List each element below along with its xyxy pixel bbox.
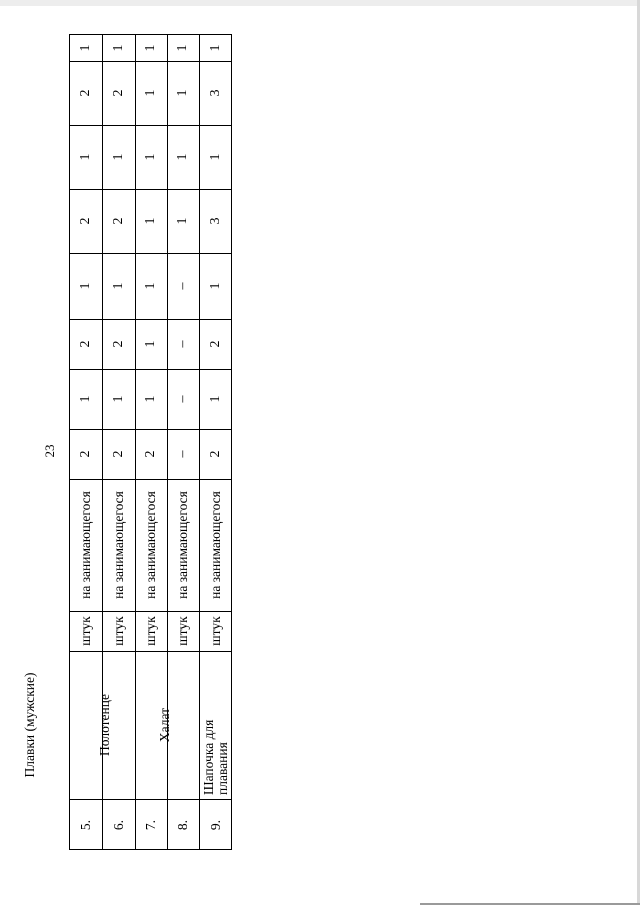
cell-text: штук bbox=[78, 616, 93, 646]
table-cell-value bbox=[102, 61, 135, 125]
table-cell-value bbox=[70, 35, 102, 61]
cell-text: 1 bbox=[78, 282, 93, 290]
cell-text: на занимающегося bbox=[208, 491, 223, 599]
cell-text: 1 bbox=[143, 217, 158, 225]
cell-text: 2 bbox=[110, 450, 126, 458]
cell-text: 1 bbox=[110, 282, 126, 290]
table-cell-value bbox=[135, 253, 167, 319]
cell-text: 1 bbox=[143, 44, 158, 52]
cell-text-line: плавания bbox=[215, 742, 230, 795]
cell-text: 1 bbox=[175, 44, 190, 52]
table-cell-value bbox=[135, 35, 167, 61]
cell-text: 1 bbox=[110, 44, 126, 52]
cell-text: 2 bbox=[78, 89, 93, 97]
cell-text: 1 bbox=[175, 89, 190, 97]
table-cell-value bbox=[199, 369, 233, 429]
table-cell-value bbox=[199, 125, 233, 189]
cell-text: на занимающегося bbox=[143, 491, 158, 599]
cell-text: 1 bbox=[143, 153, 158, 161]
cell-text: 2 bbox=[208, 450, 223, 458]
table-cell-number bbox=[135, 799, 167, 851]
table-cell-value bbox=[135, 61, 167, 125]
cell-text: 1 bbox=[175, 153, 190, 161]
table-cell-unit bbox=[167, 611, 199, 651]
cell-text: 1 bbox=[143, 282, 158, 290]
cell-text: на занимающегося bbox=[78, 491, 93, 599]
cell-text: Халат bbox=[156, 707, 172, 743]
table-cell-value bbox=[70, 319, 102, 369]
table-cell-value bbox=[167, 319, 199, 369]
table-cell-value bbox=[102, 319, 135, 369]
table-cell-number bbox=[102, 799, 135, 851]
cell-text bbox=[202, 655, 230, 795]
table-cell-value bbox=[70, 369, 102, 429]
cell-text: 1 bbox=[208, 44, 223, 52]
cell-text-line: Шапочка для bbox=[201, 719, 216, 795]
cell-text: штук bbox=[110, 616, 126, 646]
table-cell-value bbox=[135, 319, 167, 369]
table-cell-per bbox=[135, 479, 167, 611]
scan-edge-top bbox=[0, 0, 640, 6]
table-cell-per bbox=[199, 479, 233, 611]
cell-text: 1 bbox=[110, 395, 126, 403]
page-number: 23 bbox=[42, 444, 57, 458]
table-cell-value bbox=[199, 35, 233, 61]
cell-text: 7. bbox=[143, 819, 158, 831]
table-cell-name bbox=[199, 651, 233, 799]
cell-text: – bbox=[175, 450, 190, 458]
table-cell-per bbox=[70, 479, 102, 611]
table-cell-per bbox=[102, 479, 135, 611]
cell-text: 2 bbox=[143, 450, 158, 458]
table-cell-value bbox=[70, 61, 102, 125]
cell-text: – bbox=[175, 282, 190, 290]
cell-text: 1 bbox=[110, 153, 126, 161]
table-cell-value bbox=[102, 369, 135, 429]
cell-text: 1 bbox=[143, 395, 158, 403]
cell-text: 9. bbox=[208, 819, 223, 831]
cell-text: 1 bbox=[208, 153, 223, 161]
cell-text: – bbox=[175, 340, 190, 348]
cell-text: 2 bbox=[208, 340, 223, 348]
cell-text: 2 bbox=[78, 340, 93, 348]
cell-text: 5. bbox=[78, 819, 93, 831]
table-cell-value bbox=[70, 125, 102, 189]
table-cell-value bbox=[199, 61, 233, 125]
cell-text: Полотенце bbox=[97, 694, 113, 756]
table-cell-value bbox=[102, 253, 135, 319]
cell-text: 1 bbox=[175, 217, 190, 225]
table-cell-value bbox=[167, 61, 199, 125]
cell-text: 2 bbox=[110, 217, 126, 225]
cell-text: 2 bbox=[78, 450, 93, 458]
table-cell-value bbox=[135, 429, 167, 479]
table-cell-value bbox=[167, 125, 199, 189]
cell-text: 3 bbox=[208, 89, 223, 97]
cell-text: Плавки (мужские) bbox=[22, 672, 38, 778]
table-cell-value bbox=[167, 189, 199, 253]
table-cell-value bbox=[70, 189, 102, 253]
cell-text: 1 bbox=[143, 89, 158, 97]
table-cell-number bbox=[199, 799, 233, 851]
table-cell-value bbox=[167, 369, 199, 429]
table-cell-unit bbox=[135, 611, 167, 651]
cell-text: 6. bbox=[110, 819, 126, 831]
table-cell-number bbox=[70, 799, 102, 851]
cell-text: 1 bbox=[78, 153, 93, 161]
table-cell-value bbox=[102, 429, 135, 479]
table-cell-value bbox=[167, 35, 199, 61]
table-cell-unit bbox=[199, 611, 233, 651]
cell-text: 2 bbox=[78, 217, 93, 225]
cell-text: 1 bbox=[143, 340, 158, 348]
table-cell-name bbox=[156, 651, 199, 799]
cell-text: штук bbox=[208, 616, 223, 646]
cell-text: 1 bbox=[78, 395, 93, 403]
table-cell-value bbox=[199, 253, 233, 319]
cell-text: 8. bbox=[175, 819, 190, 831]
table-cell-per bbox=[167, 479, 199, 611]
table-cell-value bbox=[70, 429, 102, 479]
table-cell-value bbox=[135, 189, 167, 253]
table-cell-unit bbox=[102, 611, 135, 651]
table-cell-value bbox=[199, 319, 233, 369]
table-cell-value bbox=[102, 189, 135, 253]
table-cell-value bbox=[167, 429, 199, 479]
table-cell-value bbox=[199, 189, 233, 253]
table-cell-value bbox=[102, 125, 135, 189]
cell-text: штук bbox=[143, 616, 158, 646]
cell-text: 3 bbox=[208, 217, 223, 225]
table-cell-value bbox=[70, 253, 102, 319]
table-cell-value bbox=[135, 369, 167, 429]
table-cell-value bbox=[135, 125, 167, 189]
cell-text: – bbox=[175, 395, 190, 403]
table-cell-value bbox=[199, 429, 233, 479]
cell-text: 1 bbox=[78, 44, 93, 52]
cell-text: на занимающегося bbox=[175, 491, 190, 599]
table-cell-value bbox=[167, 253, 199, 319]
table-cell-unit bbox=[70, 611, 102, 651]
cell-text: 1 bbox=[208, 282, 223, 290]
cell-text: на занимающегося bbox=[110, 491, 126, 599]
cell-text: штук bbox=[175, 616, 190, 646]
cell-text: 2 bbox=[110, 340, 126, 348]
cell-text: 2 bbox=[110, 89, 126, 97]
cell-text: 1 bbox=[208, 395, 223, 403]
table-cell-number bbox=[167, 799, 199, 851]
table-cell-value bbox=[102, 35, 135, 61]
